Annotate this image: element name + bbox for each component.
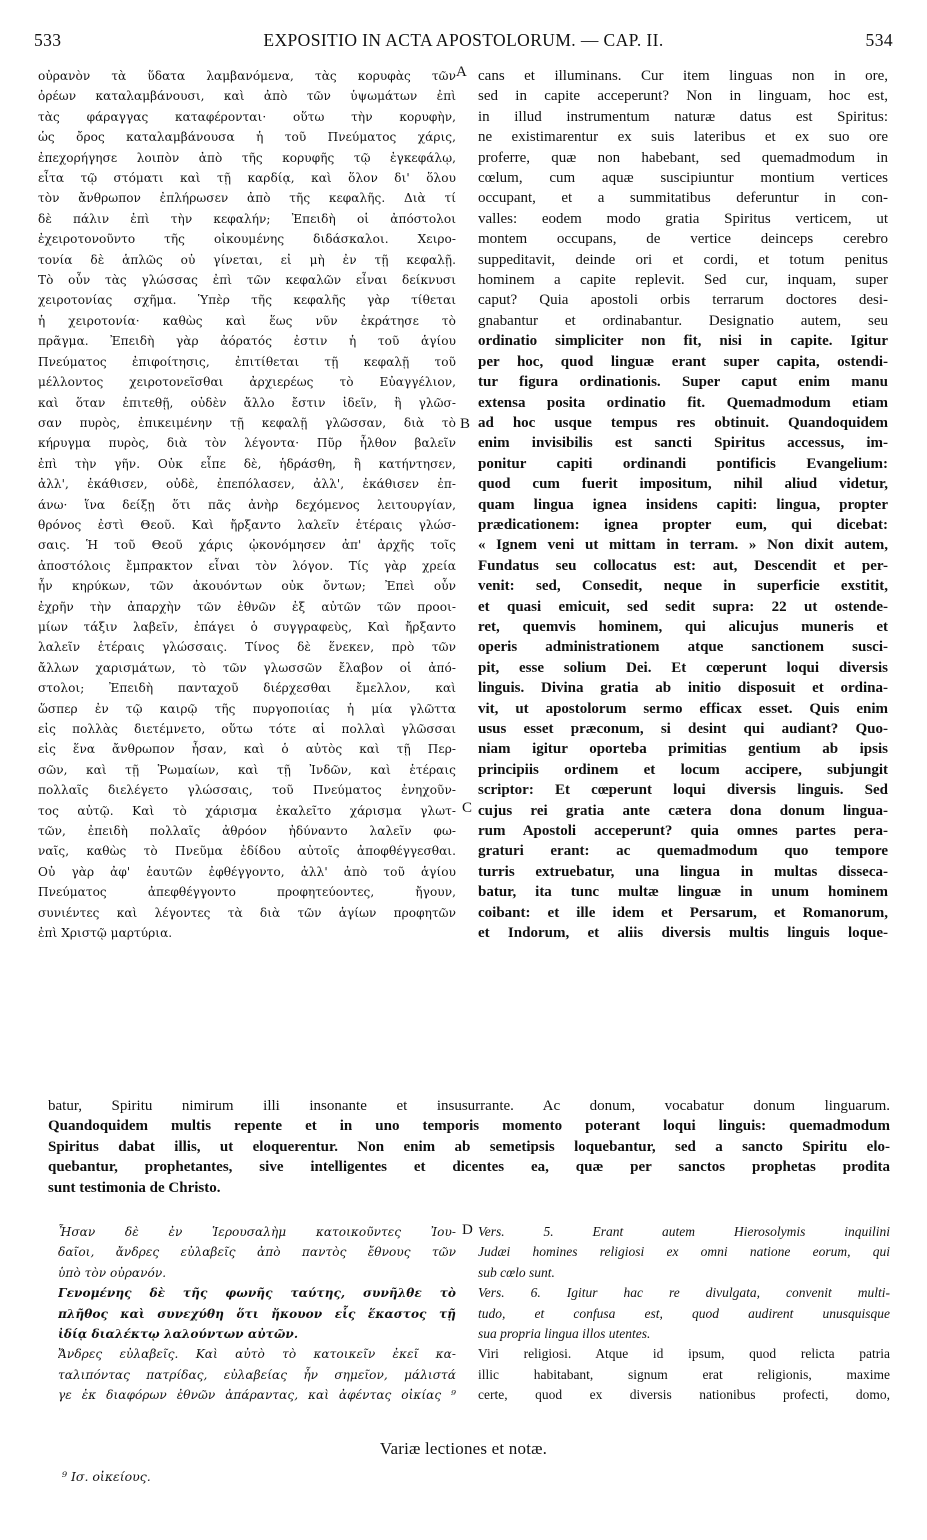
greek-text-line: ὀρέων καταλαμβάνουσι, καὶ ἀπὸ τῶν ὑψωμάτων ἐπὶ xyxy=(38,89,456,104)
greek-scripture-line: Ἦσαν δὲ ἐν Ἱερουσαλὴμ κατοικοῦντες Ἰου- xyxy=(58,1225,456,1239)
latin-text-line: graturi erant: ac quemadmodum quo tempore xyxy=(478,843,888,860)
greek-text-line: τῶν, ἐπειδὴ πολλαῖς ἀθρόον ἠδύναντο λαλεῖν φω- xyxy=(38,824,456,839)
greek-scripture-block xyxy=(58,1222,456,1406)
greek-text-line: Τὸ οὖν τὰς γλώσσας ἐπὶ τῶν κεφαλῶν εἶναι δείκνυσι xyxy=(38,273,456,288)
greek-text-line: κήρυγμα πυρὸς, διὰ τὸν λέγοντα· Πῦρ ἦλθον βαλεῖν xyxy=(38,436,456,451)
greek-text-line: ἐχρῆν τὴν ἀπαρχὴν τῶν ἐθνῶν ἐξ αὐτῶν τῶν προοι- xyxy=(38,599,456,614)
latin-text-line: linguis. Divina gratia ab initio disposuit et ordina- xyxy=(478,680,888,697)
greek-text-line: ἡ χειροτονία· καθὼς καὶ ἕως νῦν ἐκράτησε τὸ xyxy=(38,313,456,328)
greek-text-line: δὲ πάλιν ἐπὶ τὴν κεφαλήν; Ἐπειδὴ οἱ ἀπόστολοι xyxy=(38,211,456,226)
page-number-left: 533 xyxy=(34,30,62,50)
running-title: EXPOSITIO IN ACTA APOSTOLORUM. — CAP. II. xyxy=(263,30,664,50)
greek-text-line: λαλεῖν ἑτέραις γλώσσαις. Τίνος δὲ ἕνεκεν, πρὸ τῶν xyxy=(38,640,456,655)
latin-text-line: ret, quemvis hominem, qui alicujus muneris et xyxy=(478,618,888,635)
greek-text-line: Πνεύματος ἀπεφθέγγοντο προφητεύοντες, ἤγουν, xyxy=(38,885,456,900)
latin-text-line: et Indorum, et aliis diversis multis linguis loque- xyxy=(478,925,888,942)
latin-text-line: cœlum, cum aquæ suscipiuntur montium vertices xyxy=(478,170,888,187)
latin-text-line: suppeditavit, deinde ori et cordi, et totum penitus xyxy=(478,251,888,268)
latin-text-line: sed in capite acceperunt? Non in linguam, hoc est, xyxy=(478,88,888,105)
latin-text-line: pit, esse solium Dei. Et cœperunt loqui diversis xyxy=(478,659,888,676)
greek-text-line: ἀποστόλοις ἔμπρακτον εἶναι τὸν λόγον. Τίς γὰρ χρεία xyxy=(38,558,456,573)
latin-scripture-line: Viri religiosi. Atque id ipsum, quod relicta patria xyxy=(478,1346,890,1362)
greek-text-line: εἰς ἕνα ἄνθρωπον ἦσαν, καὶ ὁ αὐτὸς καὶ τῇ Περ- xyxy=(38,742,456,757)
latin-text-line: niam igitur oporteba primitias gentium ab ipsis xyxy=(478,741,888,758)
latin-text-line: Spiritus dabat illis, ut eloquerentur. Non enim ab semetipsis loquebantur, sed a sancto Spiritu elo- xyxy=(48,1138,890,1155)
greek-text-line: οὐρανὸν τὰ ὕδατα λαμβανόμενα, τὰς κορυφὰς τῶν xyxy=(38,69,456,83)
greek-text-line: μίων τάξιν λαβεῖν, ἐπάγει ὁ συγγραφεὺς, Καὶ ἤρξαντο xyxy=(38,619,456,634)
greek-scripture-line: ταλιπόντας πατρίδας, εὐλαβείας ἦν σημεῖον, μάλιστά xyxy=(58,1367,456,1382)
latin-text-line: valles: eodem modo gratia Spiritus verticem, ut xyxy=(478,210,888,227)
greek-text-line: Πνεύματος ἐπιφοίτησις, ἐπιτίθεται τῇ κεφαλῇ τοῦ xyxy=(38,354,456,369)
greek-scripture-line: Ἄνδρες εὐλαβεῖς. Καὶ αὐτὸ τὸ κατοικεῖν ἐκεῖ κα- xyxy=(58,1347,456,1362)
latin-text-line: proferre, quæ non habebant, sed quemadmodum in xyxy=(478,149,888,166)
greek-text-line: εἶτα τῷ στόματι καὶ τῇ καρδίᾳ, καὶ ὅλον δι' ὅλου xyxy=(38,171,456,186)
latin-text-line: in illud instrumentum naturæ datus est Spiritus: xyxy=(478,108,888,125)
latin-text-line: ad hoc usque tempus res obtinuit. Quandoquidem xyxy=(478,414,888,431)
latin-text-line: Quandoquidem multis repente et in uno temporis momento poterant loqui linguis: quemadmodum xyxy=(48,1118,890,1135)
latin-text-line: sunt testimonia de Christo. xyxy=(48,1179,221,1196)
greek-text-line: σαις. Ἡ τοῦ Θεοῦ χάρις ᾠκονόμησεν ἀπ' ἀρχῆς τοῖς xyxy=(38,538,456,553)
latin-text-line: occupant, et a summitatibus deferuntur in con- xyxy=(478,190,888,207)
variae-lectiones-heading: Variæ lectiones et notæ. xyxy=(379,1439,548,1458)
greek-text-line: στολοι; Ἐπειδὴ πανταχοῦ διέρχεσθαι ἔμελλον, καὶ xyxy=(38,681,456,696)
greek-commentary-column xyxy=(38,66,456,943)
latin-text-line: et quasi emicuit, sed sedit supra: 22 ut ostende- xyxy=(478,598,888,615)
latin-text-line: cans et illuminans. Cur item linguas non in ore, xyxy=(478,68,888,84)
greek-text-line: εἰς πολλὰς διετέμνετο, οὕτω τότε αἱ πολλαὶ γλῶσσαι xyxy=(38,722,456,736)
greek-text-line: θρόνος ἐστὶ Θεοῦ. Καὶ ἤρξαντο λαλεῖν ἑτέραις γλώσ- xyxy=(38,517,456,532)
latin-text-line: vit, ut apostolorum sermo efficax esset. Quis enim xyxy=(478,700,888,717)
latin-text-line: tur figura ordinationis. Super caput enim manu xyxy=(478,374,888,391)
greek-text-line: συνιέντες καὶ λέγοντες τὰ διὰ τῶν ἁγίων προφητῶν xyxy=(38,905,456,920)
latin-text-line: venit: sed, Consedit, neque in superficie exstitit, xyxy=(478,578,888,595)
greek-text-line: τὸν ἄνθρωπον ἐπλήρωσεν ἀπὸ τῆς κεφαλῆς. Διὰ τί xyxy=(38,191,456,206)
latin-text-line: quebantur, prophetantes, sive intelligentes et dicentes ea, quæ per sanctos prophetas prodita xyxy=(48,1159,890,1176)
latin-scripture-line: sua propria lingua illos utentes. xyxy=(478,1326,651,1342)
latin-text-line: « Ignem veni ut mittam in terram. » Non dixit autem, xyxy=(478,537,888,554)
greek-text-line: ἐπὶ τὴν γῆν. Οὐκ εἶπε δὲ, ἡδράσθη, ἢ κατήντησεν, xyxy=(38,456,456,471)
greek-text-line: ἄλλων χαρισμάτων, τὸ τῶν γλωσσῶν ἔλαβον οἱ ἀπό- xyxy=(38,660,456,675)
latin-scripture-line: tudo, et confusa est, quod audirent unusquisque xyxy=(478,1305,890,1321)
latin-text-line: per hoc, quod linguæ erant super capita, ostendi- xyxy=(478,353,888,370)
greek-text-line: άνω· ἵνα δείξῃ ὅτι πᾶς ἀνὴρ δεχόμενος λειτουργίαν, xyxy=(38,497,456,512)
greek-scripture-line: ἰδίᾳ διαλέκτῳ λαλούντων αὐτῶν. xyxy=(58,1327,299,1342)
greek-scripture-line: γε ἐκ διαφόρων ἐθνῶν ἀπάραντας, καὶ ἀφέντας οἰκίας ⁹ xyxy=(58,1388,456,1403)
latin-text-line: coibant: et ille idem et Persarum, et Romanorum, xyxy=(478,904,888,921)
latin-text-line: gnabantur et ordinabantur. Designatio autem, seu xyxy=(478,312,888,329)
greek-text-line: τονία δὲ ἁπλῶς οὐ γίνεται, εἰ μὴ ἐν τῇ κεφαλῇ. xyxy=(38,252,456,267)
margin-mark-d: D xyxy=(462,1222,473,1238)
margin-mark-b: B xyxy=(460,416,471,432)
latin-scripture-line: certe, quod ex diversis nationibus profecti, domo, xyxy=(478,1387,890,1403)
latin-text-line: turris extruebatur, una lingua in multas disseca- xyxy=(478,863,888,880)
greek-text-line: σῶν, καὶ τῇ Ῥωμαίων, καὶ τῇ Ἰνδῶν, καὶ ἑτέραις xyxy=(38,762,456,777)
greek-text-line: ἐπεχορήγησε λοιπὸν ἀπὸ τῆς κορυφῆς τῷ ἐγκεφάλῳ, xyxy=(38,150,456,165)
latin-text-line: ponitur capiti ordinandi pontificis Evangelium: xyxy=(478,455,888,472)
margin-mark-c: C xyxy=(462,800,473,816)
latin-scripture-block xyxy=(478,1222,890,1406)
full-width-latin-paragraph xyxy=(48,1096,890,1198)
greek-text-line: χειροτονίας σχῆμα. Ὑπὲρ τῆς κεφαλῆς γὰρ τίθεται xyxy=(38,293,456,308)
footnote: ⁹ Ισ. οἰκείους. xyxy=(62,1469,151,1484)
greek-text-line: ἐχειροτονοῦντο τῆς οἰκουμένης διδάσκαλοι. Χειρο- xyxy=(38,232,456,247)
latin-text-line: hominem a capite replevit. Sed cur, inquam, super xyxy=(478,272,888,289)
latin-text-line: enim invisibilis est sancti Spiritus accessus, im- xyxy=(478,435,888,452)
margin-mark-a: A xyxy=(456,64,467,80)
greek-text-line: καὶ ὅταν ἐπιτεθῇ, οὐδὲν ἄλλο ἔστιν ἰδεῖν, ἢ γλῶσ- xyxy=(38,395,456,410)
latin-text-line: prædicationem: ignea propter eum, qui dicebat: xyxy=(478,516,888,533)
latin-scripture-line: Vers. 6. Igitur hac re divulgata, convenit multi- xyxy=(478,1285,890,1301)
greek-scripture-line: πλῆθος καὶ συνεχύθη ὅτι ἤκουον εἷς ἕκαστος τῇ xyxy=(58,1306,456,1321)
greek-text-line: τὰς φάραγγας καταφέρονται· οὕτω τὴν κορυφὴν, xyxy=(38,109,456,124)
latin-scripture-line: sub cœlo sunt. xyxy=(478,1264,555,1280)
greek-text-line: Οὐ γὰρ ἀφ' ἑαυτῶν ἐφθέγγοντο, ἀλλ' ἀπὸ τοῦ ἁγίου xyxy=(38,864,456,879)
running-header xyxy=(34,30,893,60)
latin-text-line: caput? Quia apostoli orbis terrarum doctores desi- xyxy=(478,292,888,309)
greek-text-line: ναῖς, καθὼς τὸ Πνεῦμα ἐδίδου αὐτοῖς ἀποφθέγγεσθαι. xyxy=(38,844,456,859)
latin-scripture-line: illic habitabant, signum erat religionis, maxime xyxy=(478,1366,890,1382)
greek-text-line: σαν πυρὸς, ἐπικειμένην τῇ κεφαλῇ γλῶσσαν, διὰ τὸ xyxy=(38,415,456,430)
latin-text-line: ordinatio simpliciter non fit, nisi in capite. Igitur xyxy=(478,333,888,350)
page-number-right: 534 xyxy=(865,30,893,50)
latin-text-line: batur, Spiritu nimirum illi insonante et insusurrante. Ac donum, vocabatur donum linguarum. xyxy=(48,1098,890,1114)
latin-text-line: scriptor: Et cœperunt loqui diversis linguis. Sed xyxy=(478,782,888,799)
latin-text-line: quod cum fuerit impositum, nihil aliud videtur, xyxy=(478,476,888,493)
latin-text-line: cujus rei gratia ante cætera dona donum lingua- xyxy=(478,802,888,819)
greek-text-line: ἐπὶ Χριστῷ μαρτύρια. xyxy=(38,926,173,941)
latin-text-line: Fundatus seu collocatus est: aut, Descendit et per- xyxy=(478,557,888,574)
latin-text-line: ne existimarentur ex suis lateribus et ex suo ore xyxy=(478,129,888,146)
latin-text-line: usus esset præconum, si desint qui audiant? Quo- xyxy=(478,721,888,737)
greek-text-line: ὥσπερ ἐν τῷ καιρῷ τῆς πυργοποιίας ἡ μία γλῶττα xyxy=(38,701,456,716)
latin-text-line: extensa posita ordinatio fit. Quemadmodum etiam xyxy=(478,394,888,411)
greek-text-line: ὡς ὄρος καταλαμβάνουσα ἡ τοῦ Πνεύματος χάρις, xyxy=(38,130,456,145)
latin-scripture-line: Judæi homines religiosi ex omni natione eorum, qui xyxy=(478,1244,890,1260)
greek-scripture-line: Γενομένης δὲ τῆς φωνῆς ταύτης, συνῆλθε τὸ xyxy=(58,1286,456,1301)
greek-text-line: μέλλοντος χειροτονεῖσθαι ἀρχιερέως τὸ Εὐαγγέλιον, xyxy=(38,375,456,390)
latin-text-line: principiis ordinem et locum accipere, subjungit xyxy=(478,761,888,778)
greek-text-line: ἀλλ', ἐκάθισεν, οὐδὲ, ἐπεπόλασεν, ἀλλ', ἐκάθισεν ἐπ- xyxy=(38,477,456,492)
greek-scripture-line: δαῖοι, ἄνδρες εὐλαβεῖς ἀπὸ παντὸς ἔθνους τῶν xyxy=(58,1245,456,1260)
greek-text-line: τος αὐτῷ. Καὶ τὸ χάρισμα ἐκαλεῖτο χάρισμα γλωτ- xyxy=(38,803,456,818)
greek-text-line: πρᾶγμα. Ἐπειδὴ γὰρ ἀόρατός ἐστιν ἡ τοῦ ἁγίου xyxy=(38,334,456,349)
latin-text-line: rum Apostoli acceperunt? quia omnes partes pera- xyxy=(478,823,888,840)
latin-scripture-line: Vers. 5. Erant autem Hierosolymis inquilini xyxy=(478,1224,890,1239)
latin-text-line: operis administrationem atque sanctionem susci- xyxy=(478,639,888,656)
greek-text-line: ἦν κηρύκων, τῶν ἀκουόντων οὐκ ὄντων; Ἐπεὶ οὖν xyxy=(38,579,456,594)
latin-text-line: montem occupans, de vertice deinceps cerebro xyxy=(478,231,888,248)
greek-text-line: πολλαῖς διελέγετο γλώσσαις, τοῦ Πνεύματος ἐνηχοῦν- xyxy=(38,783,456,798)
greek-scripture-line: ὑπὸ τὸν οὐρανόν. xyxy=(58,1265,167,1280)
latin-commentary-column xyxy=(478,66,888,943)
latin-text-line: quam lingua ignea insidens capiti: lingua, propter xyxy=(478,496,888,513)
latin-text-line: batur, ita tunc multæ linguæ in unum hominem xyxy=(478,884,888,901)
